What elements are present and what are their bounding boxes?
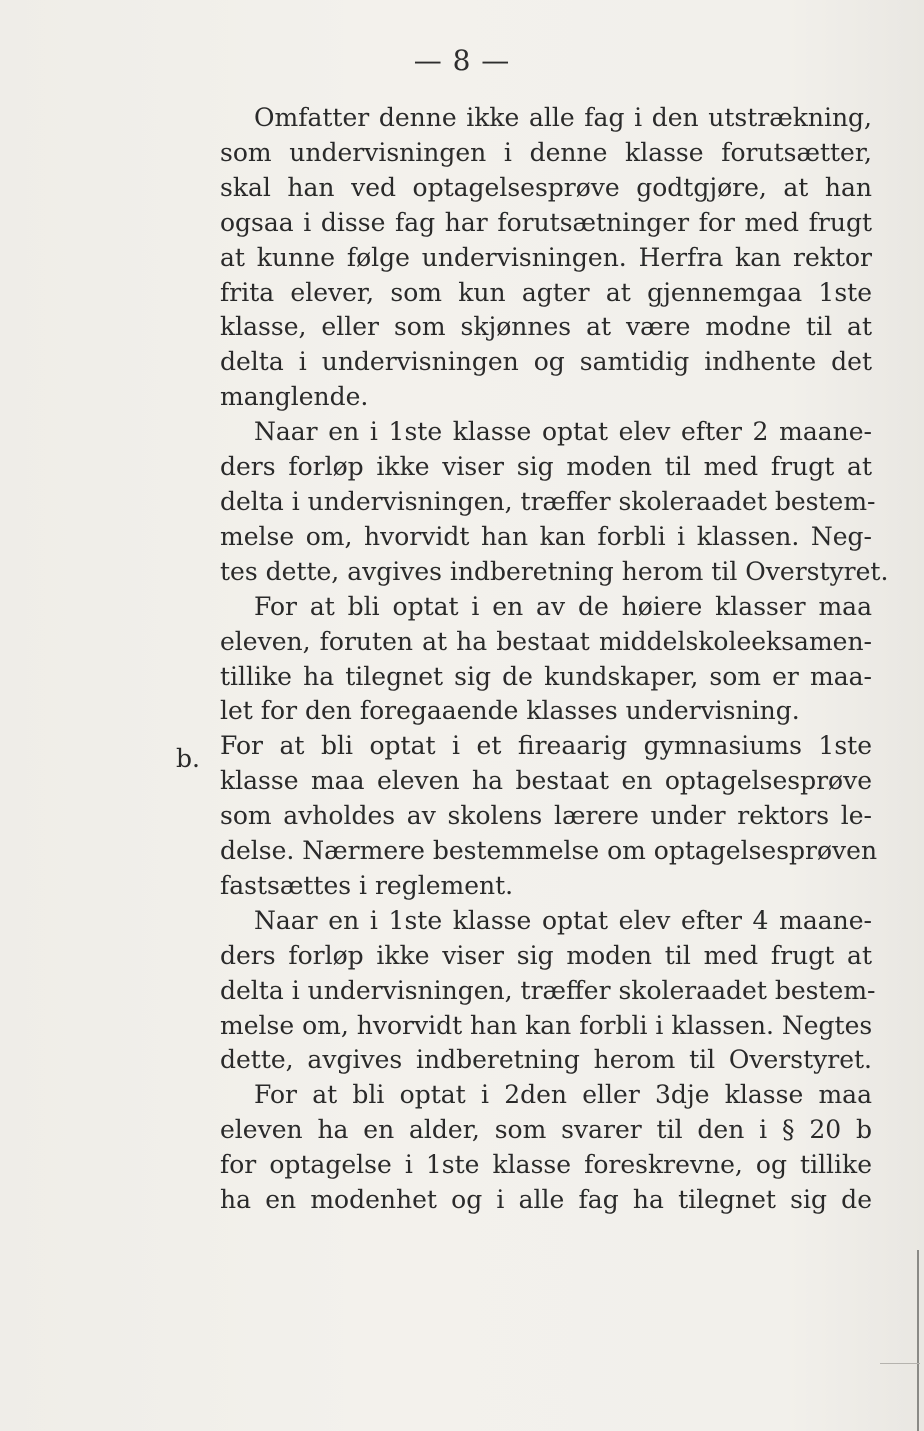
text-line: melse om, hvorvidt han kan forbli i klassen. Neg- [220, 521, 872, 551]
text-line: ders forløp ikke viser sig moden til med frugt at [220, 452, 872, 482]
text-line: manglende. [220, 382, 369, 412]
text-line: ogsaa i disse fag har forutsætninger for med frugt [220, 207, 872, 237]
text-line: frita elever, som kun agter at gjennemgaa 1ste [220, 277, 872, 307]
text-line: For at bli optat i et fireaarig gymnasiums 1ste [220, 731, 872, 761]
text-line: let for den foregaaende klasses undervisning. [220, 696, 800, 726]
text-line: dette, avgives indberetning herom til Overstyret. [220, 1045, 872, 1075]
text-line: For at bli optat i en av de høiere klasser maa [254, 591, 872, 621]
text-line: fastsættes i reglement. [220, 870, 514, 900]
text-line: eleven, foruten at ha bestaat middelskoleeksamen- [220, 626, 872, 656]
text-line: tillike ha tilegnet sig de kundskaper, som er maa- [220, 661, 872, 691]
text-line: delta i undervisningen og samtidig indhente det [220, 347, 872, 377]
text-line: klasse maa eleven ha bestaat en optagelsesprøve [220, 766, 872, 796]
text-line: Omfatter denne ikke alle fag i den utstrækning, [254, 103, 872, 132]
scan-edge-line [880, 1363, 920, 1364]
scan-edge-line [917, 1250, 919, 1431]
text-line: for optagelse i 1ste klasse foreskrevne, og tillike [220, 1150, 872, 1180]
text-line: at kunne følge undervisningen. Herfra kan rektor [220, 242, 872, 272]
text-line: tes dette, avgives indberetning herom til Overstyret. [220, 556, 889, 586]
text-line: eleven ha en alder, som svarer til den i § 20 b [220, 1115, 872, 1145]
text-line: som undervisningen i denne klasse forutsætter, [220, 137, 872, 167]
text-line: som avholdes av skolens lærere under rektors le- [220, 801, 872, 831]
section-marker-b: b. [176, 744, 200, 773]
text-line: Naar en i 1ste klasse optat elev efter 4 maane- [254, 905, 872, 935]
text-line: Naar en i 1ste klasse optat elev efter 2 maane- [254, 417, 872, 447]
text-line: For at bli optat i 2den eller 3dje klasse maa [254, 1080, 872, 1110]
text-line: melse om, hvorvidt han kan forbli i klassen. Negtes [220, 1010, 873, 1040]
text-line: delta i undervisningen, træffer skoleraadet bestem- [220, 975, 876, 1005]
body-text [220, 101, 889, 1218]
page-number: — 8 — [413, 44, 511, 77]
text-line: ha en modenhet og i alle fag ha tilegnet sig de [220, 1185, 872, 1215]
text-line: delta i undervisningen, træffer skoleraadet bestem- [220, 486, 876, 516]
text-line: delse. Nærmere bestemmelse om optagelsesprøven [220, 836, 878, 866]
text-line: ders forløp ikke viser sig moden til med frugt at [220, 940, 872, 970]
text-line: klasse, eller som skjønnes at være modne til at [220, 312, 872, 342]
text-line: skal han ved optagelsesprøve godtgjøre, at han [220, 172, 872, 202]
